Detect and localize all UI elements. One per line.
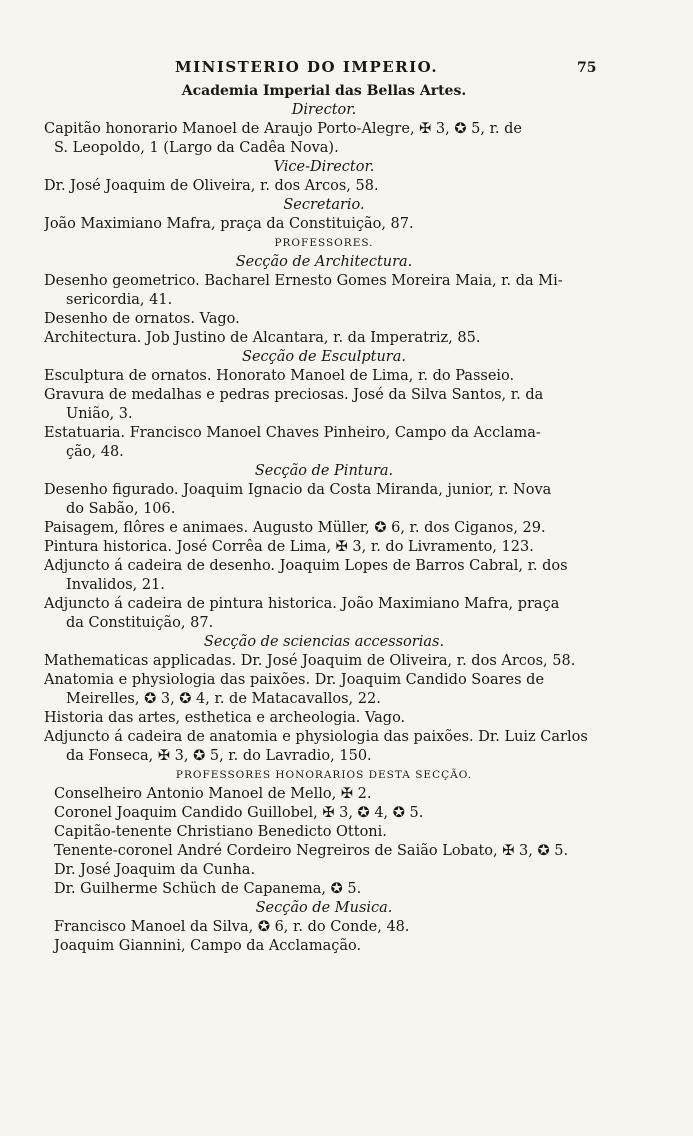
text-line: Capitão honorario Manoel de Araujo Porto-Alegre, ✠ 3, ✪ 5, r. de (44, 121, 522, 137)
text-line: Joaquim Giannini, Campo da Acclamação. (54, 938, 362, 954)
text-line: Tenente-coronel André Cordeiro Negreiros de Saião Lobato, ✠ 3, ✪ 5. (54, 843, 569, 859)
text-line: Invalidos, 21. (66, 577, 165, 593)
text-line: Director. (291, 102, 357, 118)
text-line: S. Leopoldo, 1 (Largo da Cadêa Nova). (54, 140, 339, 156)
document-body (44, 82, 604, 956)
text-line: Adjuncto á cadeira de anatomia e physiologia das paixões. Dr. Luiz Carlos (44, 729, 588, 745)
text-line: João Maximiano Mafra, praça da Constituição, 87. (44, 216, 414, 232)
running-header (0, 58, 693, 82)
text-line: Secção de Musica. (255, 900, 393, 916)
text-line: Capitão-tenente Christiano Benedicto Ottoni. (54, 824, 387, 840)
text-line: Adjuncto á cadeira de desenho. Joaquim Lopes de Barros Cabral, r. dos (44, 558, 568, 574)
text-line: Anatomia e physiologia das paixões. Dr. Joaquim Candido Soares de (44, 672, 545, 688)
text-line: Desenho de ornatos. Vago. (44, 311, 240, 327)
text-line: PROFESSORES HONORARIOS DESTA SECÇÃO. (175, 769, 473, 781)
text-line: Paisagem, flôres e animaes. Augusto Müller, ✪ 6, r. dos Ciganos, 29. (44, 520, 546, 536)
text-line: da Constituição, 87. (66, 615, 214, 631)
text-line: Vice-Director. (273, 159, 375, 175)
text-line: Mathematicas applicadas. Dr. José Joaquim de Oliveira, r. dos Arcos, 58. (44, 653, 576, 669)
text-line: Pintura historica. José Corrêa de Lima, ✠ 3, r. do Livramento, 123. (44, 539, 534, 555)
text-line: do Sabão, 106. (66, 501, 176, 517)
text-line: Desenho figurado. Joaquim Ignacio da Costa Miranda, junior, r. Nova (44, 482, 552, 498)
text-line: Desenho geometrico. Bacharel Ernesto Gomes Moreira Maia, r. da Mi- (44, 273, 563, 289)
text-line: Secção de Architectura. (235, 254, 413, 270)
text-line: ção, 48. (66, 444, 124, 460)
text-line: Coronel Joaquim Candido Guillobel, ✠ 3, ✪ 4, ✪ 5. (54, 805, 424, 821)
text-line: Dr. José Joaquim de Oliveira, r. dos Arcos, 58. (44, 178, 379, 194)
text-line: Estatuaria. Francisco Manoel Chaves Pinheiro, Campo da Acclama- (44, 425, 541, 441)
text-line: Historia das artes, esthetica e archeologia. Vago. (44, 710, 406, 726)
text-line: Gravura de medalhas e pedras preciosas. José da Silva Santos, r. da (44, 387, 544, 403)
text-line: Secção de Esculptura. (242, 349, 406, 365)
text-line: Francisco Manoel da Silva, ✪ 6, r. do Conde, 48. (54, 919, 410, 935)
text-line: Dr. José Joaquim da Cunha. (54, 862, 256, 878)
text-line: Dr. Guilherme Schüch de Capanema, ✪ 5. (54, 881, 362, 897)
text-line: da Fonseca, ✠ 3, ✪ 5, r. do Lavradio, 150. (66, 748, 372, 764)
ministry-title: MINISTERIO DO IMPERIO. (175, 58, 439, 76)
text-line: Secção de Pintura. (254, 463, 394, 479)
page-number: 75 (577, 60, 597, 76)
text-line: Secção de sciencias accessorias. (203, 634, 445, 650)
text-line: sericordia, 41. (66, 292, 173, 308)
text-line: Architectura. Job Justino de Alcantara, r. da Imperatriz, 85. (44, 330, 481, 346)
text-line: Academia Imperial das Bellas Artes. (181, 83, 467, 99)
text-line: PROFESSORES. (274, 237, 374, 249)
text-line: Conselheiro Antonio Manoel de Mello, ✠ 2. (54, 786, 372, 802)
text-line: Meirelles, ✪ 3, ✪ 4, r. de Matacavallos, 22. (66, 691, 381, 707)
text-line: Secretario. (283, 197, 365, 213)
text-line: Adjuncto á cadeira de pintura historica. João Maximiano Mafra, praça (44, 596, 560, 612)
text-line: União, 3. (66, 406, 133, 422)
text-line: Esculptura de ornatos. Honorato Manoel de Lima, r. do Passeio. (44, 368, 515, 384)
